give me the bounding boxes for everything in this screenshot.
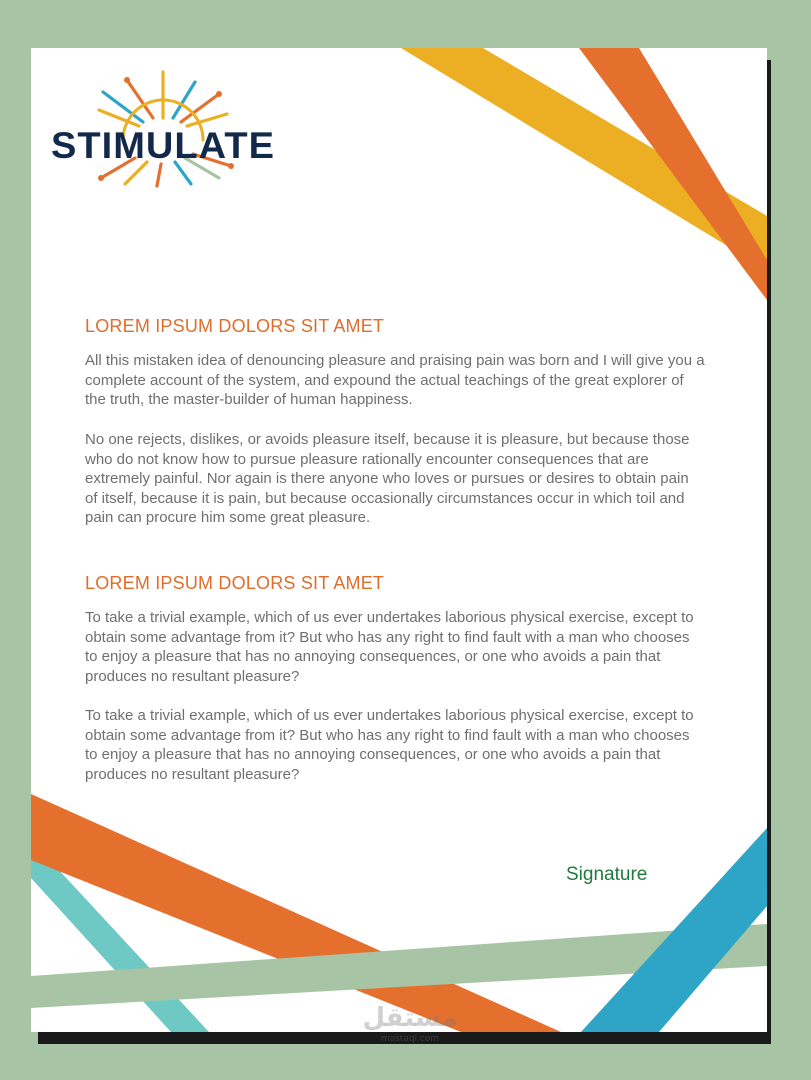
- yellow-stripe: [401, 48, 767, 270]
- section-1-paragraph-2: No one rejects, dislikes, or avoids pleasure itself, because it is pleasure, but because those who do not know how to pursue pleasure rationally encounter consequences that are extremely painful. Nor again is there anyone who loves or pursues or desires to obtain pain of itself, because it is pain, but because occasionally circumstances occur in which toil and pain can procure him some great pleasure.: [85, 431, 690, 526]
- section-2-paragraph-1: To take a trivial example, which of us ever undertakes laborious physical exercise, except to obtain some advantage from it? But who has any right to find fault with a man who chooses to enjoy a pleasure that has no annoying consequences, or one who avoids a pain that produces no resultant pleasure?: [85, 609, 694, 685]
- section-1-heading: LOREM IPSUM DOLORS SIT AMET: [85, 316, 385, 336]
- watermark: [355, 1003, 465, 1053]
- blue-stripe: [581, 828, 767, 1032]
- signature: Signature: [566, 864, 648, 885]
- section-2-heading: LOREM IPSUM DOLORS SIT AMET: [85, 573, 385, 593]
- watermark-text: مستقل: [362, 1003, 458, 1033]
- section-1-paragraph-1: All this mistaken idea of denouncing pleasure and praising pain was born and I will give you a complete account of the system, and expound the actual teachings of the great explorer of the truth, the master-builder of human happiness.: [85, 352, 705, 408]
- decorative-stripes: [31, 48, 767, 1032]
- top-right-stripes: [401, 48, 767, 300]
- watermark-url: mostaql.com: [380, 1034, 440, 1044]
- stimulate-logo: [43, 66, 283, 188]
- bottom-stripes: [31, 794, 767, 1032]
- orange-stripe-top: [579, 48, 767, 300]
- section-2-paragraph-2: To take a trivial example, which of us ever undertakes laborious physical exercise, except to obtain some advantage from it? But who has any right to find fault with a man who chooses to enjoy a pleasure that has no annoying consequences, or one who avoids a pain that produces no resultant pleasure?: [85, 707, 694, 783]
- brand-name: STIMULATE: [51, 125, 275, 166]
- letterhead-page: [31, 48, 767, 1032]
